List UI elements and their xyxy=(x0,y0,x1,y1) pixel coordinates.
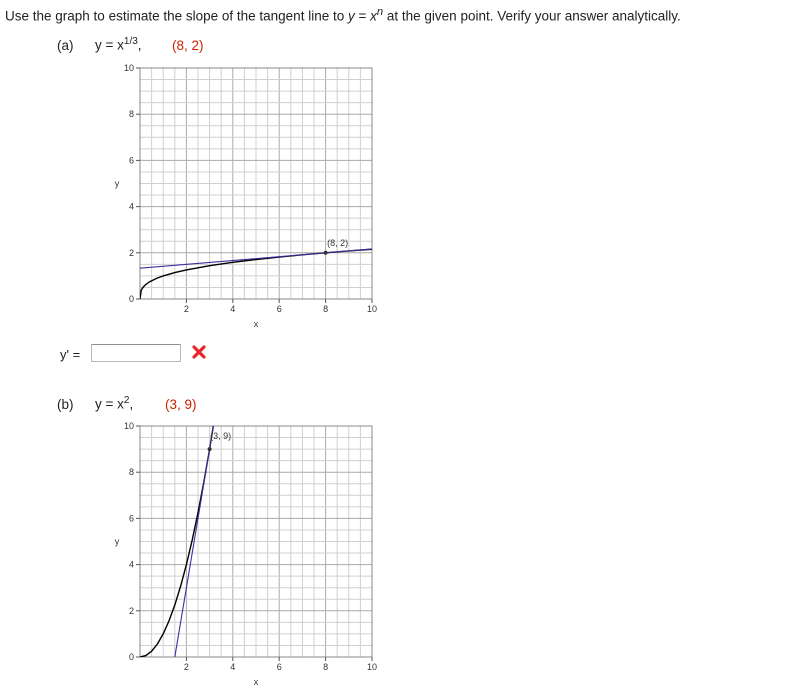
y-tick-label: 4 xyxy=(128,559,134,570)
point-label: (3, 9) xyxy=(210,431,232,442)
y-tick-label: 2 xyxy=(128,605,134,616)
x-tick-label: 2 xyxy=(183,662,189,672)
question-text xyxy=(5,6,681,24)
tangent-point xyxy=(208,447,212,451)
answer-label: y' = xyxy=(60,347,81,362)
y-tick-label: 10 xyxy=(123,63,134,73)
question-var-x: x xyxy=(370,8,377,24)
y-tick-label: 6 xyxy=(128,155,134,166)
question-prefix: Use the graph to estimate the slope of the tangent line to xyxy=(5,8,348,24)
x-tick-label: 8 xyxy=(323,662,329,672)
part-a-eq-exponent: 1/3 xyxy=(123,36,138,47)
x-tick-label: 8 xyxy=(323,304,329,314)
x-tick-label: 6 xyxy=(276,304,282,314)
y-tick-label: 0 xyxy=(128,652,134,662)
tangent-point xyxy=(324,251,328,255)
graph-a xyxy=(110,60,390,330)
part-a-equation xyxy=(95,36,142,53)
y-tick-label: 8 xyxy=(128,467,134,478)
part-a-eq-comma: , xyxy=(137,37,142,53)
question-suffix: at the given point. Verify your answer analytically. xyxy=(383,8,681,24)
x-tick-label: 6 xyxy=(276,662,282,672)
x-axis-label: x xyxy=(253,319,259,329)
slope-answer-input[interactable] xyxy=(91,344,181,362)
y-tick-label: 10 xyxy=(123,421,134,431)
question-exponent: n xyxy=(376,6,384,18)
x-tick-label: 4 xyxy=(230,662,236,672)
graph-b xyxy=(110,418,390,685)
part-a-eq-base: y = x xyxy=(95,37,124,53)
y-axis-label: y xyxy=(114,178,120,189)
part-b-label: (b) xyxy=(57,397,74,412)
red-x-icon xyxy=(192,345,206,364)
question-var-y: y xyxy=(347,8,355,24)
y-axis-label: y xyxy=(114,536,120,547)
y-tick-label: 6 xyxy=(128,513,134,524)
x-tick-label: 2 xyxy=(183,304,189,314)
part-a-point: (8, 2) xyxy=(172,38,204,53)
y-tick-label: 4 xyxy=(128,201,134,212)
part-a-label: (a) xyxy=(57,38,74,53)
part-b-eq-exponent: 2 xyxy=(123,395,130,406)
part-b-eq-base: y = x xyxy=(95,396,124,412)
x-axis-label: x xyxy=(253,677,259,685)
question-equals: = xyxy=(354,8,371,24)
x-tick-label: 10 xyxy=(366,304,378,314)
point-label: (8, 2) xyxy=(327,237,349,248)
x-tick-label: 10 xyxy=(366,662,378,672)
y-tick-label: 2 xyxy=(128,247,134,258)
x-tick-label: 4 xyxy=(230,304,236,314)
y-tick-label: 8 xyxy=(128,109,134,120)
part-b-point: (3, 9) xyxy=(165,397,197,412)
part-b-equation xyxy=(95,395,133,412)
part-b-eq-comma: , xyxy=(129,396,134,412)
y-tick-label: 0 xyxy=(128,294,134,304)
